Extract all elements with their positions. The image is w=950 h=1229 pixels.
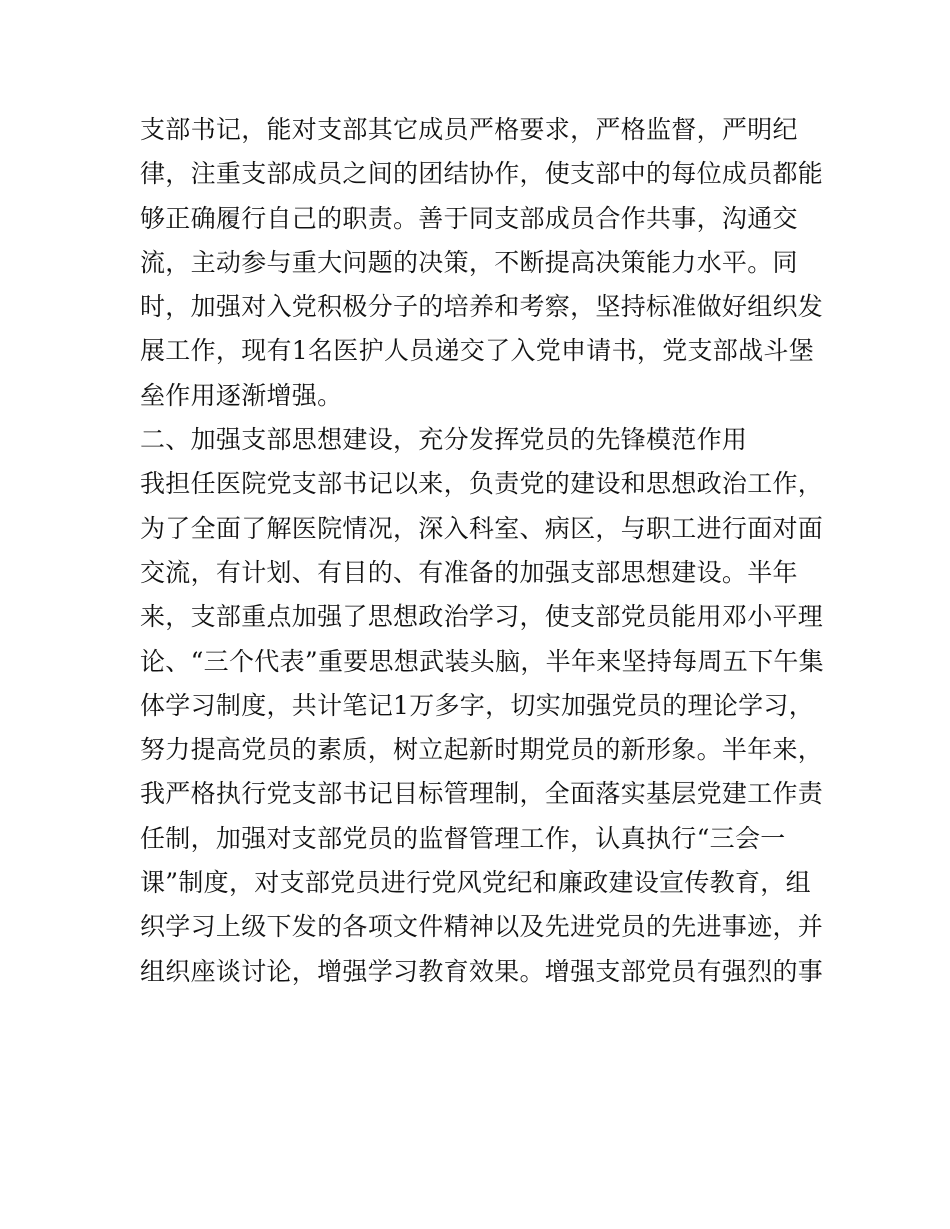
- text-line: 够正确履行自己的职责。善于同支部成员合作共事，沟通交: [140, 203, 798, 233]
- text-line: 体学习制度，共计笔记1万多字，切实加强党员的理论学习，: [140, 690, 815, 720]
- section-heading: 二、加强支部思想建设，充分发挥党员的先锋模范作用: [140, 425, 748, 455]
- text-line: 来，支部重点加强了思想政治学习，使支部党员能用邓小平理: [140, 602, 824, 632]
- document-body: [140, 108, 824, 994]
- text-line: 为了全面了解医院情况，深入科室、病区，与职工进行面对面: [140, 513, 824, 543]
- text-line: 我担任医院党支部书记以来，负责党的建设和思想政治工作，: [140, 469, 824, 499]
- text-line: 努力提高党员的素质，树立起新时期党员的新形象。半年来，: [140, 735, 824, 765]
- text-line: 任制，加强对支部党员的监督管理工作，认真执行“三会一: [140, 823, 786, 853]
- text-line: 织学习上级下发的各项文件精神以及先进党员的先进事迹，并: [140, 912, 824, 942]
- text-line: 垒作用逐渐增强。: [140, 380, 343, 410]
- text-line: 我严格执行党支部书记目标管理制，全面落实基层党建工作责: [140, 779, 824, 809]
- text-line: 时，加强对入党积极分子的培养和考察，坚持标准做好组织发: [140, 292, 824, 322]
- text-line: 交流，有计划、有目的、有准备的加强支部思想建设。半年: [140, 557, 798, 587]
- text-line: 律，注重支部成员之间的团结协作，使支部中的每位成员都能: [140, 159, 824, 189]
- text-line: 组织座谈讨论，增强学习教育效果。增强支部党员有强烈的事: [140, 956, 824, 986]
- text-line: 流，主动参与重大问题的决策，不断提高决策能力水平。同: [140, 247, 798, 277]
- text-line: 展工作，现有1名医护人员递交了入党申请书，党支部战斗堡: [140, 336, 815, 366]
- text-line: 论、“三个代表”重要思想武装头脑，半年来坚持每周五下午集: [140, 646, 824, 676]
- text-line: 课”制度，对支部党员进行党风党纪和廉政建设宣传教育，组: [140, 868, 811, 898]
- text-line: 支部书记，能对支部其它成员严格要求，严格监督，严明纪: [140, 115, 798, 144]
